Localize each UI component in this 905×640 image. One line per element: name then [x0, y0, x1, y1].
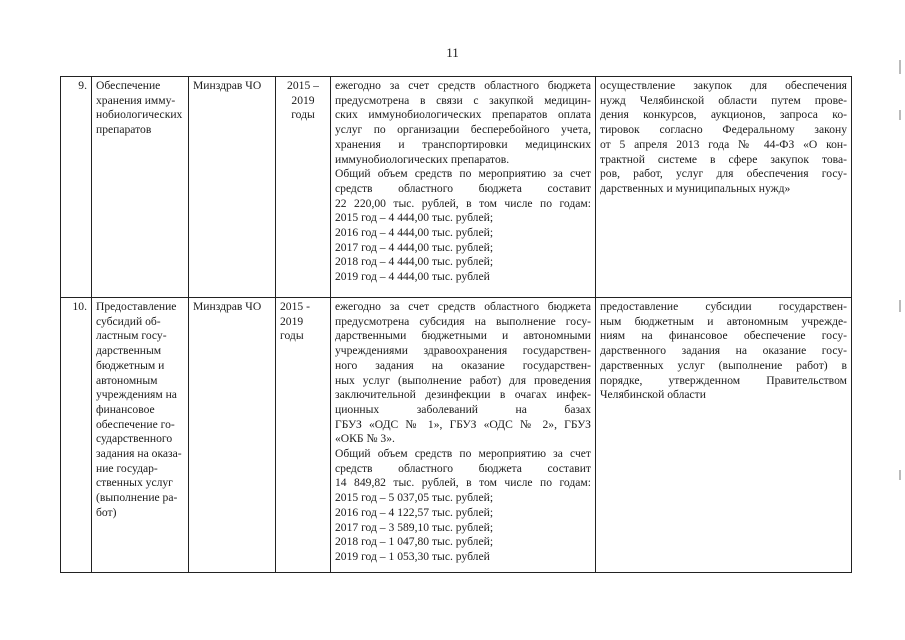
- measure-name-line: сударственного: [96, 432, 173, 446]
- measure-name-line: автономным: [96, 373, 158, 387]
- description-line: «ОКБ № 3».: [335, 432, 395, 446]
- basis-line: ниям на финансовое обеспечение госу-: [600, 329, 847, 343]
- basis-line: дарственного задания на оказание госу-: [600, 344, 847, 358]
- scan-margin-mark: [899, 110, 901, 120]
- basis-line: дения конкурсов, аукционов, запроса ко-: [600, 108, 847, 122]
- description-line: ных услуг (выполнение работ) для проведения: [335, 373, 591, 387]
- description-line: ежегодно за счет средств областного бюджета: [335, 79, 591, 92]
- description-line: заключительной дезинфекции в очагах инфек-: [335, 388, 591, 402]
- measure-name-line: бот): [96, 505, 117, 519]
- basis-cell: [596, 298, 852, 573]
- period-line: 2015 –: [287, 79, 319, 92]
- description-line: учреждениями здравоохранения государствен-: [335, 344, 591, 358]
- description-line: 22 220,00 тыс. рублей, в том числе по годам:: [335, 196, 591, 210]
- description-line: предусмотрена в связи с закупкой медицин-: [335, 93, 591, 107]
- description-line: ного задания на оказание государствен-: [335, 358, 591, 372]
- row-number: 9.: [78, 79, 87, 92]
- measure-name-line: обеспечение го-: [96, 417, 175, 431]
- basis-line: нужд Челябинской области путем прове-: [600, 93, 847, 107]
- measure-name-line: дарственным: [96, 344, 162, 358]
- basis-line: ров, работ, услуг для обеспечения госу-: [600, 167, 847, 181]
- measure-name-cell: [92, 298, 189, 573]
- basis-line: осуществление закупок для обеспечения: [600, 79, 847, 92]
- description-line: услуг по организации бесперебойного учета,: [335, 123, 591, 137]
- page-number: 11: [446, 45, 459, 60]
- measure-name-line: ластным госу-: [96, 329, 167, 343]
- basis-line: дарственных услуг (выполнение работ) в: [600, 358, 847, 372]
- description-line: предусмотрена субсидия на выполнение госу-: [335, 314, 591, 328]
- description-line: 2017 год – 4 444,00 тыс. рублей;: [335, 240, 494, 254]
- executor-cell: [189, 298, 276, 573]
- description-cell: [331, 298, 596, 573]
- measure-name-line: бюджетным и: [96, 358, 165, 372]
- table-row: [61, 298, 852, 573]
- measure-name-line: учреждениям на: [96, 388, 177, 402]
- row-number-cell: [61, 298, 92, 573]
- description-line: ских иммунобиологических препаратов оплата: [335, 108, 591, 122]
- description-line: 2015 год – 5 037,05 тыс. рублей;: [335, 491, 494, 505]
- description-line: 14 849,82 тыс. рублей, в том числе по годам:: [335, 476, 591, 490]
- period-line: годы: [291, 108, 315, 122]
- description-line: Общий объем средств по мероприятию за счет: [335, 167, 591, 181]
- measure-name-line: Обеспечение: [96, 79, 161, 92]
- basis-line: предоставление субсидии государствен-: [600, 300, 847, 313]
- description-cell: [331, 77, 596, 298]
- measure-name-line: хранения имму-: [96, 93, 176, 107]
- description-line: Общий объем средств по мероприятию за счет: [335, 447, 591, 461]
- description-line: 2019 год – 1 053,30 тыс. рублей: [335, 549, 490, 563]
- basis-line: трактной системе в сфере закупок това-: [600, 152, 847, 166]
- executor: Минздрав ЧО: [193, 300, 262, 313]
- executor-cell: [189, 77, 276, 298]
- basis-line: ным бюджетным и автономным учрежде-: [600, 314, 847, 328]
- period-cell: [276, 298, 331, 573]
- basis-line: тировок согласно Федеральному закону: [600, 123, 847, 137]
- description-line: 2016 год – 4 444,00 тыс. рублей;: [335, 226, 494, 240]
- description-line: 2016 год – 4 122,57 тыс. рублей;: [335, 505, 494, 519]
- description-line: 2018 год – 4 444,00 тыс. рублей;: [335, 255, 494, 269]
- measure-name-line: финансовое: [96, 402, 155, 416]
- row-number-cell: [61, 77, 92, 298]
- scan-margin-mark: [899, 470, 901, 480]
- measure-name-line: (выполнение ра-: [96, 491, 178, 505]
- measure-name-line: Предоставление: [96, 300, 177, 313]
- period-line: годы: [280, 329, 304, 343]
- description-line: дарственными бюджетными и автономными: [335, 329, 591, 343]
- measure-name-line: субсидий об-: [96, 314, 161, 328]
- description-line: хранения и транспортировки медицинских: [335, 137, 591, 151]
- measure-name-line: препаратов: [96, 123, 152, 137]
- basis-line: порядке, утвержденном Правительством: [600, 373, 847, 387]
- measure-name-line: задания на оказа-: [96, 447, 182, 461]
- measure-name-line: ственных услуг: [96, 476, 173, 490]
- period-line: 2019: [291, 93, 315, 107]
- basis-cell: [596, 77, 852, 298]
- scan-margin-mark: [899, 300, 901, 312]
- measure-name-cell: [92, 77, 189, 298]
- description-line: ГБУЗ «ОДС № 1», ГБУЗ «ОДС № 2», ГБУЗ: [335, 417, 591, 431]
- measures-table: [60, 76, 852, 573]
- description-line: иммунобиологических препаратов.: [335, 152, 510, 166]
- row-number: 10.: [72, 300, 87, 313]
- description-line: 2017 год – 3 589,10 тыс. рублей;: [335, 520, 494, 534]
- description-line: средств областного бюджета составит: [335, 461, 591, 475]
- table-row: [61, 77, 852, 298]
- basis-line: дарственных и муниципальных нужд»: [600, 181, 791, 195]
- description-line: ционных заболеваний на базах: [335, 402, 591, 416]
- basis-line: от 5 апреля 2013 года № 44-ФЗ «О кон-: [600, 137, 847, 151]
- basis-line: Челябинской области: [600, 388, 706, 402]
- scan-margin-mark: [899, 60, 901, 74]
- description-line: 2018 год – 1 047,80 тыс. рублей;: [335, 535, 494, 549]
- period-cell: [276, 77, 331, 298]
- period-line: 2015 -: [280, 300, 310, 313]
- executor: Минздрав ЧО: [193, 79, 262, 92]
- description-line: средств областного бюджета составит: [335, 181, 591, 195]
- measure-name-line: нобиологических: [96, 108, 183, 122]
- description-line: ежегодно за счет средств областного бюджета: [335, 300, 591, 313]
- period-line: 2019: [280, 314, 304, 328]
- description-line: 2015 год – 4 444,00 тыс. рублей;: [335, 211, 494, 225]
- description-line: 2019 год – 4 444,00 тыс. рублей: [335, 270, 490, 284]
- measure-name-line: ние государ-: [96, 461, 158, 475]
